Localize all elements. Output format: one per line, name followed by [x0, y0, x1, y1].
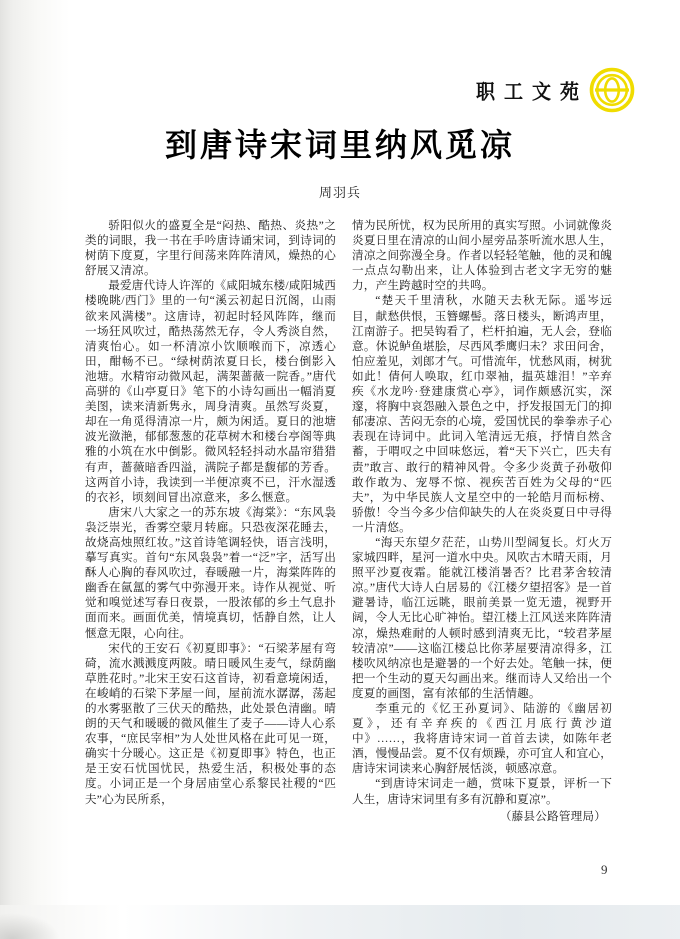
- paragraph-continuation: 情为民所忧，权为民所用的真实写照。小词就像炎炎夏日里在清凉的山间小屋旁品茶听流水思人生，清凉之间弥漫全身。作者以轻轻笔触，他的灵和魄一点点勾勒出来，让人体验到古老文字无穷的魅力，产生跨越时空的共鸣。: [352, 219, 612, 293]
- paragraph: 骄阳似火的盛夏全是“闷热、酷热、炎热”之类的词眼，我一书在手吟唐诗诵宋词，到诗词的树荫下度夏，字里行间荡来阵阵清风，燥热的心舒展又清凉。: [85, 219, 336, 278]
- scan-edge-bottom: [0, 905, 680, 939]
- article-author: 周羽兵: [318, 185, 361, 200]
- paragraph: “海天东望夕茫茫，山势川型阔复长。灯火万家城四畔，星河一道水中央。风吹古木晴天雨，月照平沙夏夜霜。能就江楼消暑否？比君茅舍较清凉。”唐代大诗人白居易的《江楼夕望招客》是一首避暑诗，临江远眺，眼前美景一览无遗，视野开阔，令人无比心旷神怡。望江楼上江风送来阵阵清凉，燥热难耐的人顿时感到清爽无比，“较君茅屋较清凉”——这临江楼总比你茅屋要清凉得多，江楼吹风纳凉也是避暑的一个好去处。笔触一抹，便把一个生动的夏天勾画出来。继而诗人又给出一个度夏的画图，富有浓郁的生活情趣。: [352, 535, 612, 700]
- article-title: 到唐诗宋词里纳风觅凉: [164, 127, 515, 163]
- column-header: [476, 66, 636, 114]
- author-affiliation: （藤县公路管理局）: [499, 809, 606, 823]
- paragraph: 最爱唐代诗人许浑的《咸阳城东楼/咸阳城西楼晚眺/西门》里的一句“溪云初起日沉阁，山雨欲来风满楼”。这唐诗，初起时轻风阵阵，继而一场狂风吹过，酷热荡然无存，令人秀淡自然，清爽怡心。如一杯清凉小饮顺喉而下，凉透心田，酣畅不已。“绿树荫浓夏日长，楼台倒影入池塘。水精帘动微风起，满架蔷薇一院香。”唐代高骈的《山亭夏日》笔下的小诗勾画出一幅消夏美图，读来清新隽永，周身清爽。虽然写炎夏，却在一角觅得清凉一片，颇为闲适。夏日的池塘波光潋滟，郁郁葱葱的花草树木和楼台亭阁等典雅的小筑在水中倒影。微风轻轻抖动水晶帘猎猎有声，蔷薇暗香四溢，满院子都是馥郁的芳香。这两首小诗，我读到一半便凉爽不已，汗水湿透的衣衫，顷刻间冒出凉意来，多么惬意。: [85, 279, 336, 504]
- paragraph: 宋代的王安石《初夏即事》：“石梁茅屋有弯碕，流水溅溅度两陂。晴日暖风生麦气，绿荫幽草胜花时。”北宋王安石这首诗，初看意境闲适，在峻峭的石梁下茅屋一间，屋前流水潺潺，荡起的水雾驱散了三伏天的酷热，此处景色清幽。晴朗的天气和暖暖的微风催生了麦子——诗人心系农事，“庶民宰相”为人处世风格在此可见一斑，确实十分暖心。这正是《初夏即事》特色，也正是王安石忧国忧民，热爱生活，积极处事的态度。小词正是一个身居庙堂心系黎民社稷的“匹夫”心为民所系，: [85, 641, 336, 806]
- paragraph: 唐宋八大家之一的苏东坡《海棠》：“东风袅袅泛崇光，香雾空蒙月转廊。只恐夜深花睡去，故烧高烛照红妆。”这首诗笔调轻快，语言浅明，摹写真实。首句“东风袅袅”着一“泛”字，活写出酥人心胸的春风吹过，春暖融一片，海棠阵阵的幽香在氤氲的雾气中弥漫开来。诗作从视觉、听觉和嗅觉述写春日夜景，一股浓郁的乡土气息扑面而来。画面优美，情境真切，恬静自然，让人惬意无限，心向往。: [85, 505, 336, 640]
- left-column: [85, 218, 336, 824]
- paragraph: “楚天千里清秋，水随天去秋无际。遥岑远目，献愁供恨，玉簪螺髻。落日楼头，断鸿声里，江南游子。把吴钩看了，栏杆拍遍，无人会，登临意。休说鲈鱼堪脍，尽西风季鹰归未？求田问舍，怕应羞见，刘郎才气。可惜流年，忧愁风雨，树犹如此！倩何人唤取，红巾翠袖，揾英雄泪！”辛弃疾《水龙吟·登建康赏心亭》，词作颇感沉实，深邃，将胸中哀怨融入景色之中，抒发报国无门的抑郁凄凉、苦闷无奈的心境，爱国忧民的拳拳赤子心表现在诗词中。此词入笔清远无痕，抒情自然含蓄，于喟叹之中回味悠远，着“天下兴亡，匹夫有责”敢言、敢行的精神风骨。令多少炎黄子孙敬仰敢作敢为、宠辱不惊、视疾苦百姓为父母的“匹夫”，为中华民族人文星空中的一轮皓月而标榜、骄傲！令当今多少信仰缺失的人在炎炎夏日中寻得一片清悠。: [352, 294, 612, 534]
- page-number: 9: [601, 862, 608, 877]
- trade-union-logo-icon: [588, 66, 636, 114]
- scan-corner-smudge: [0, 913, 60, 939]
- article-body: [85, 218, 612, 824]
- right-column: [352, 218, 612, 824]
- paragraph: 李重元的《忆王孙夏词》、陆游的《幽居初夏》，还有辛弃疾的《西江月底行黄沙道中》……，我将唐诗宋词一首首去读，如陈年老酒，慢慢品尝。夏不仅有烦躁，亦可宜人和宜心，唐诗宋词读来心胸舒展恬淡，顿感凉意。: [352, 702, 612, 776]
- section-badge: 职工文苑: [475, 81, 588, 104]
- paragraph: “到唐诗宋词走一趟，赏味下夏景，评析一下人生，唐诗宋词里有多有沉静和夏凉”。: [352, 777, 612, 806]
